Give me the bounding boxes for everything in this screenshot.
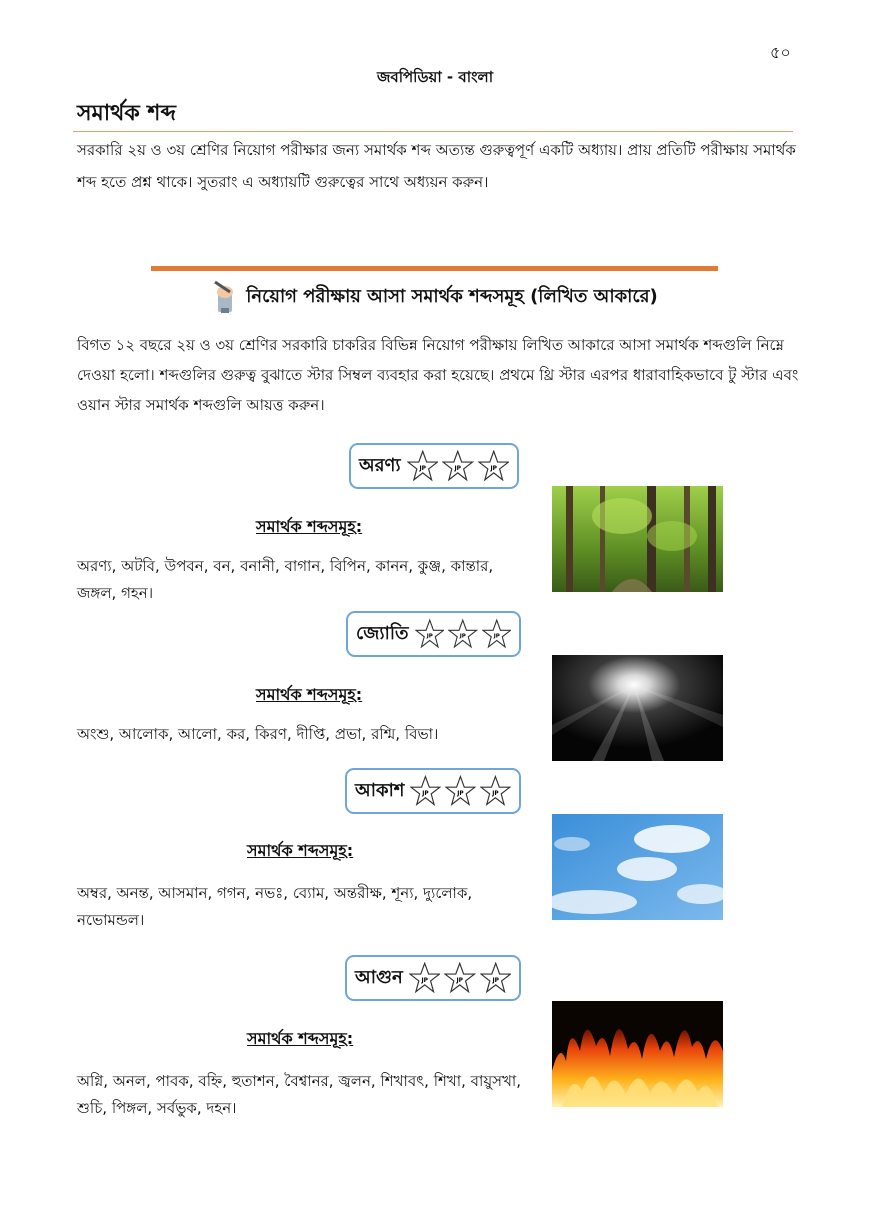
star-icon bbox=[445, 775, 476, 807]
star-label: JP bbox=[459, 633, 466, 640]
title-underline bbox=[73, 131, 793, 132]
section-heading bbox=[0, 280, 870, 314]
star-label: JP bbox=[492, 977, 499, 984]
synonyms-heading: সমার্থক শব্দসমূহ: bbox=[256, 685, 363, 704]
section-description: বিগত ১২ বছরে ২য় ও ৩য় শ্রেণির সরকারি চাকরির বিভিন্ন নিয়োগ পরীক্ষায় লিখিত আকারে আসা সমার্থক শব্দগুলি নিম্নে দেওয়া হলো। শব্দগুলির গুরুত্ব বুঝাতে স্টার সিম্বল ব্যবহার করা হয়েছে। প্রথমে থ্রি স্টার এরপর ধারাবাহিকভাবে টু স্টার এবং ওয়ান স্টার সমার্থক শব্দগুলি আয়ত্ত করুন। bbox=[77, 336, 799, 414]
synonyms-list: অরণ্য, অটবি, উপবন, বন, বনানী, বাগান, বিপিন, কানন, কুঞ্জ, কান্তার, জঙ্গল, গহন। bbox=[77, 557, 494, 602]
star-icon bbox=[480, 775, 511, 807]
star-label: JP bbox=[492, 790, 499, 797]
light-rays-photo bbox=[552, 655, 723, 761]
sky-photo bbox=[552, 814, 723, 920]
headword: অরণ্য bbox=[359, 454, 401, 476]
star-icon bbox=[407, 450, 438, 482]
word-box-forest bbox=[349, 443, 519, 489]
headword: আকাশ bbox=[355, 779, 405, 801]
word-box-sky bbox=[345, 768, 521, 814]
star-label: JP bbox=[490, 465, 497, 472]
synonyms-heading: সমার্থক শব্দসমূহ: bbox=[247, 1029, 354, 1048]
headword: জ্যোতি bbox=[356, 622, 409, 644]
chapter-title: সমার্থক শব্দ bbox=[77, 101, 176, 126]
star-icon bbox=[410, 775, 441, 807]
star-icon bbox=[409, 962, 440, 994]
star-label: JP bbox=[456, 977, 464, 984]
star-label: JP bbox=[421, 977, 428, 984]
star-label: JP bbox=[419, 465, 426, 472]
fire-photo bbox=[552, 1001, 723, 1107]
star-icon bbox=[415, 618, 445, 650]
page-header: জবপিডিয়া - বাংলা bbox=[376, 68, 494, 86]
star-icon bbox=[442, 450, 473, 482]
intro-paragraph: সরকারি ২য় ও ৩য় শ্রেণির নিয়োগ পরীক্ষার জন্য সমার্থক শব্দ অত্যন্ত গুরুত্বপূর্ণ একটি অধ্যায়। প্রায় প্রতিটি পরীক্ষায় সমার্থক শব্দ হতে প্রশ্ন থাকে। সুতরাং এ অধ্যায়টি গুরুত্বের সাথে অধ্যয়ন করুন। bbox=[77, 141, 796, 191]
star-icon bbox=[480, 962, 511, 994]
word-box-light bbox=[346, 611, 521, 657]
star-label: JP bbox=[422, 790, 430, 797]
star-label: JP bbox=[457, 790, 464, 797]
writing-hand-icon bbox=[212, 280, 240, 314]
synonyms-list: অগ্নি, অনল, পাবক, বহ্নি, হুতাশন, বৈশ্বানর, জ্বলন, শিখাবৎ, শিখা, বায়ুসখা, শুচি, পিঙ্গল, সর্বভুক, দহন। bbox=[77, 1072, 522, 1117]
star-label: JP bbox=[454, 465, 462, 472]
star-icon bbox=[482, 618, 512, 650]
section-title: নিয়োগ পরীক্ষায় আসা সমার্থক শব্দসমূহ (লিখিত আকারে) bbox=[246, 285, 658, 307]
headword: আগুন bbox=[355, 966, 403, 988]
section-divider bbox=[151, 266, 718, 271]
star-icon bbox=[448, 618, 478, 650]
synonyms-heading: সমার্থক শব্দসমূহ: bbox=[247, 841, 354, 860]
star-label: JP bbox=[493, 633, 500, 640]
synonyms-list: অংশু, আলোক, আলো, কর, কিরণ, দীপ্তি, প্রভা, রশ্মি, বিভা। bbox=[77, 725, 439, 743]
synonyms-list: অম্বর, অনন্ত, আসমান, গগন, নভঃ, ব্যোম, অন্তরীক্ষ, শূন্য, দ্যুলোক, নভোমন্ডল। bbox=[77, 884, 473, 929]
forest-photo bbox=[552, 486, 723, 592]
star-icon bbox=[444, 962, 475, 994]
word-box-fire bbox=[345, 955, 521, 1001]
page-number: ৫০ bbox=[770, 43, 791, 62]
synonyms-heading: সমার্থক শব্দসমূহ: bbox=[256, 517, 363, 536]
star-label: JP bbox=[426, 633, 433, 640]
star-icon bbox=[478, 450, 509, 482]
